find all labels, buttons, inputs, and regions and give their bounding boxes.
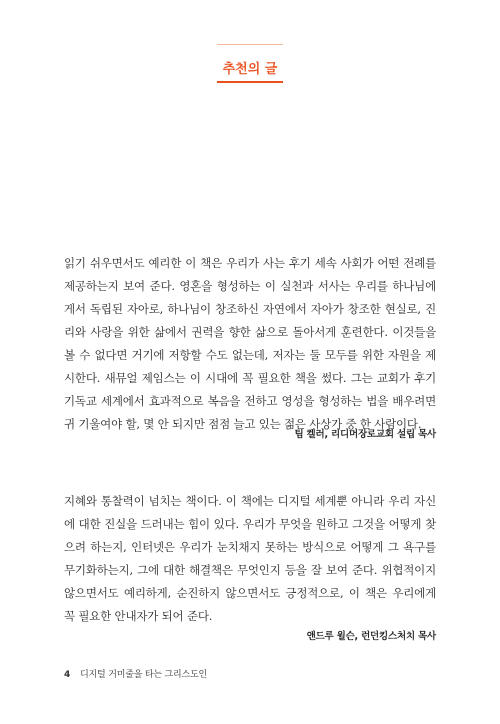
endorsement-attribution-1: 팀 켈러, 리디머장로교회 설립 목사 xyxy=(294,429,436,440)
title-underline xyxy=(217,81,283,83)
page-number: 4 xyxy=(64,670,71,680)
running-book-title: 디지털 거미줄을 타는 그리스도인 xyxy=(80,670,207,680)
page-title: 추천의 글 xyxy=(222,62,278,77)
endorsement-text-2: 지혜와 통찰력이 넘치는 책이다. 이 책에는 디지털 세계뿐 아니라 우리 자신에 대한 진실을 드러내는 힘이 있다. 우리가 무엇을 원하고 그것을 어떻게 찾으려 하는지, 인터넷은 우리가 눈치채지 못하는 방식으로 어떻게 그 욕구를 무기화하는지, 그에 대한 해결책은 무엇인지 등을 잘 보여 준다. 위협적이지 않으면서도 예리하게, 순진하지 않으면서도 긍정적으로, 이 책은 우리에게 꼭 필요한 안내자가 되어 준다. xyxy=(64,494,436,623)
endorsement-text-1: 읽기 쉬우면서도 예리한 이 책은 우리가 사는 후기 세속 사회가 어떤 전례를 제공하는지 보여 준다. 영혼을 형성하는 이 실천과 서사는 우리를 하나님에게서 독립된 자아로, 하나님이 창조하신 자연에서 자아가 창조한 현실로, 진리와 사랑을 위한 삶에서 권력을 향한 삶으로 돌아서게 훈련한다. 이것들을 볼 수 없다면 거기에 저항할 수도 없는데, 저자는 둘 모두를 위한 자원을 제시한다. 새뮤얼 제임스는 이 시대에 꼭 필요한 책을 썼다. 그는 교회가 후기 기독교 세계에서 효과적으로 복음을 전하고 영성을 형성하는 법을 배우려면 귀 기울여야 할, 몇 안 되지만 점점 늘고 있는 젊은 사상가 중 한 사람이다. xyxy=(64,256,436,431)
title-top-rule xyxy=(217,44,283,45)
page-footer xyxy=(64,667,207,680)
endorsement-attribution-2: 앤드루 윌슨, 런던킹스처치 목사 xyxy=(306,631,436,642)
